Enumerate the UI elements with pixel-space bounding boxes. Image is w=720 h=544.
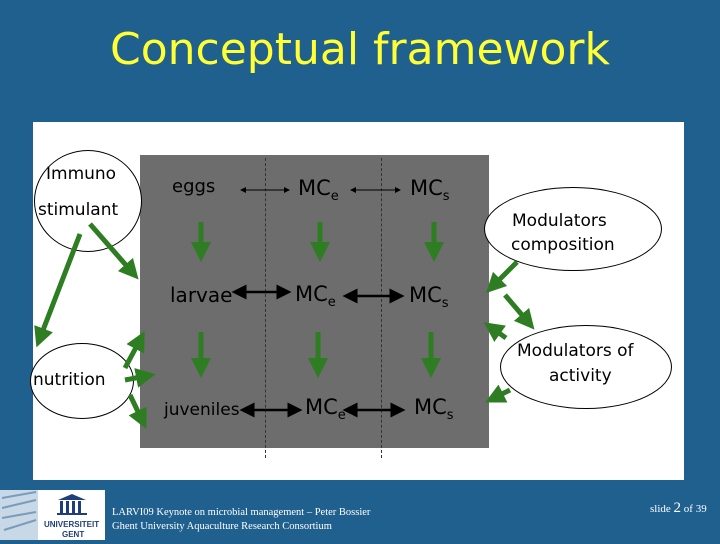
- mc-e-label: $MC_e$: [295, 282, 336, 311]
- vertical-green-arrows: [40, 222, 528, 420]
- modulators-composition-label-2: composition: [511, 235, 615, 255]
- stage-label-juveniles: juveniles: [164, 400, 240, 420]
- svg-text:GENT: GENT: [62, 530, 85, 539]
- mc-s-label: $MC_s$: [409, 283, 449, 312]
- modulators-activity-label-1: Modulators of: [517, 341, 634, 361]
- modulators-composition-label-1: Modulators: [512, 211, 607, 231]
- immuno-label: Immuno: [46, 164, 117, 184]
- footer-line-2: Ghent University Aquaculture Research Consortium: [112, 521, 332, 532]
- modulators-activity-label-2: activity: [549, 366, 612, 386]
- footer-text: [112, 506, 370, 534]
- slide-number: slide 2 of 39: [650, 500, 707, 516]
- ghent-logo-icon: [0, 490, 105, 540]
- mc-s-label: $MC_s$: [414, 395, 454, 424]
- footer-line-1: LARVI09 Keynote on microbial management – Peter Bossier: [112, 507, 371, 518]
- stimulant-label: stimulant: [38, 200, 119, 220]
- svg-text:UNIVERSITEIT: UNIVERSITEIT: [44, 520, 100, 529]
- university-logo: [0, 490, 105, 540]
- mc-e-label: $MC_e$: [305, 395, 346, 424]
- mc-e-label: $MC_e$: [298, 176, 339, 205]
- stage-label-eggs: eggs: [172, 176, 216, 197]
- slide-title: Conceptual framework: [110, 24, 610, 75]
- mc-s-label: $MC_s$: [410, 176, 450, 205]
- nutrition-label: nutrition: [33, 370, 106, 390]
- stage-label-larvae: larvae: [170, 283, 233, 307]
